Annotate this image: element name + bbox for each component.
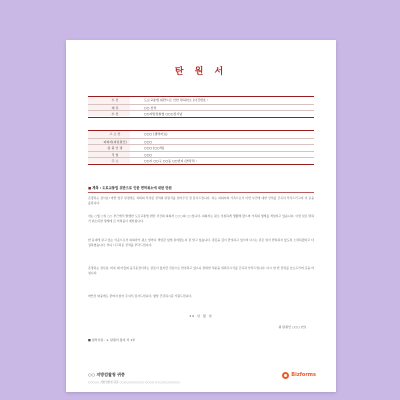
info-row-suspect: 피의자(피탄원인) ○○○ (88, 138, 314, 145)
heading-rule (88, 192, 314, 193)
bizforms-logo-text: Bizforms (291, 372, 316, 378)
attachment-line: ■ 첨부서류 : 1. 탄원서 통지 서 1부 (88, 338, 136, 342)
header-row-addressee: 수 신 ○○지방검찰청 ○○○검사님 (88, 110, 314, 117)
heading-square-icon: ■ (88, 186, 93, 190)
header-row-recipient: 수 신 도로교통법 위반으로 인한 면허취소 (사건번호 : (111, 98, 208, 102)
addressee-line: ○○ 지방검찰청 귀중 (88, 372, 125, 377)
header-bottom-rule (88, 117, 314, 118)
bizforms-logo (282, 371, 316, 379)
info-row-petitioner: 탄 원 인 명 ○○○ (○○세) (88, 144, 314, 151)
info-bottom-rule (88, 164, 314, 165)
info-row-address: 주 소 ○○시 ○○구 ○○동 ○○번지 (연락처 : (88, 157, 314, 164)
body-paragraph: 존경하는 검사님, 비록 제 아들의 음주운전이라는 잘못이 있지만 진심으로 반성하고 있으니 관대한 처분을 내려주시기를 간곡히 부탁드립니다. 다시 한 번 선처를 호소드리며 글을 마칩니다. (88, 266, 314, 275)
body-paragraph: 존경하는 검사님! 바쁜 업무 일정에도 저희의 작성된 선처의 탄원서를 읽어주신 점 감사드립니다. 저는 피의자의 가족으로서 이번 사건에 대한 선처를 간곡히 부탁드리고자 이 글을 올립니다. (88, 196, 314, 205)
signature-line: 위 탄원인 ○○○ (인) (278, 325, 306, 329)
body-paragraph: 바쁘신 와중에도 끝까지 읽어 주셔서 감사드립니다. 항상 건강하시길 기원드립니다. (88, 294, 193, 298)
section-heading: ■ 제목 : 도로교통법 위반으로 인한 면허취소에 대한 탄원 (88, 186, 172, 190)
body-paragraph: 한 동네에 살고 있는 이웃으로서 피의자가 평소 얼마나 책임감 있게 살아왔는지 잘 알고 있습니다. 잘못을 깊이 반성하고 있으며 다시는 같은 일이 반복되지 않도록 노력하겠다고 다짐하였습니다. 부디 너그러운 선처를 부탁드립니다. (88, 238, 314, 247)
bizforms-logo-icon (282, 372, 289, 379)
document-page (66, 40, 336, 392)
body-paragraph: 저는 ○월 ○일 ○○ 부근에서 발생한 도로교통법 위반 사건의 피의자 ○○○의 ○○입니다. 피의자는 평소 성실하게 생활해 왔으며 가족의 생계를 책임지고 있습니다. 이번 일로 면허가 취소되면 생계에 큰 어려움이 예상됩니다. (88, 214, 314, 223)
info-row-occupation: 직 업 ○○○ (88, 151, 314, 158)
date-line: 20 년 월 일 (189, 314, 213, 318)
header-row-subject: 제 목 ○○ 선처 (88, 104, 314, 111)
info-row-complainant: 고 소 인 ○○○ (생략자료) (109, 132, 168, 136)
small-print: ○○○○○ 지방검찰청 귀중 ○○○○○○○○○○○ ○○○○ ○○○○○○○○○○○ (88, 381, 180, 384)
document-title: 탄 원 서 (174, 67, 228, 77)
